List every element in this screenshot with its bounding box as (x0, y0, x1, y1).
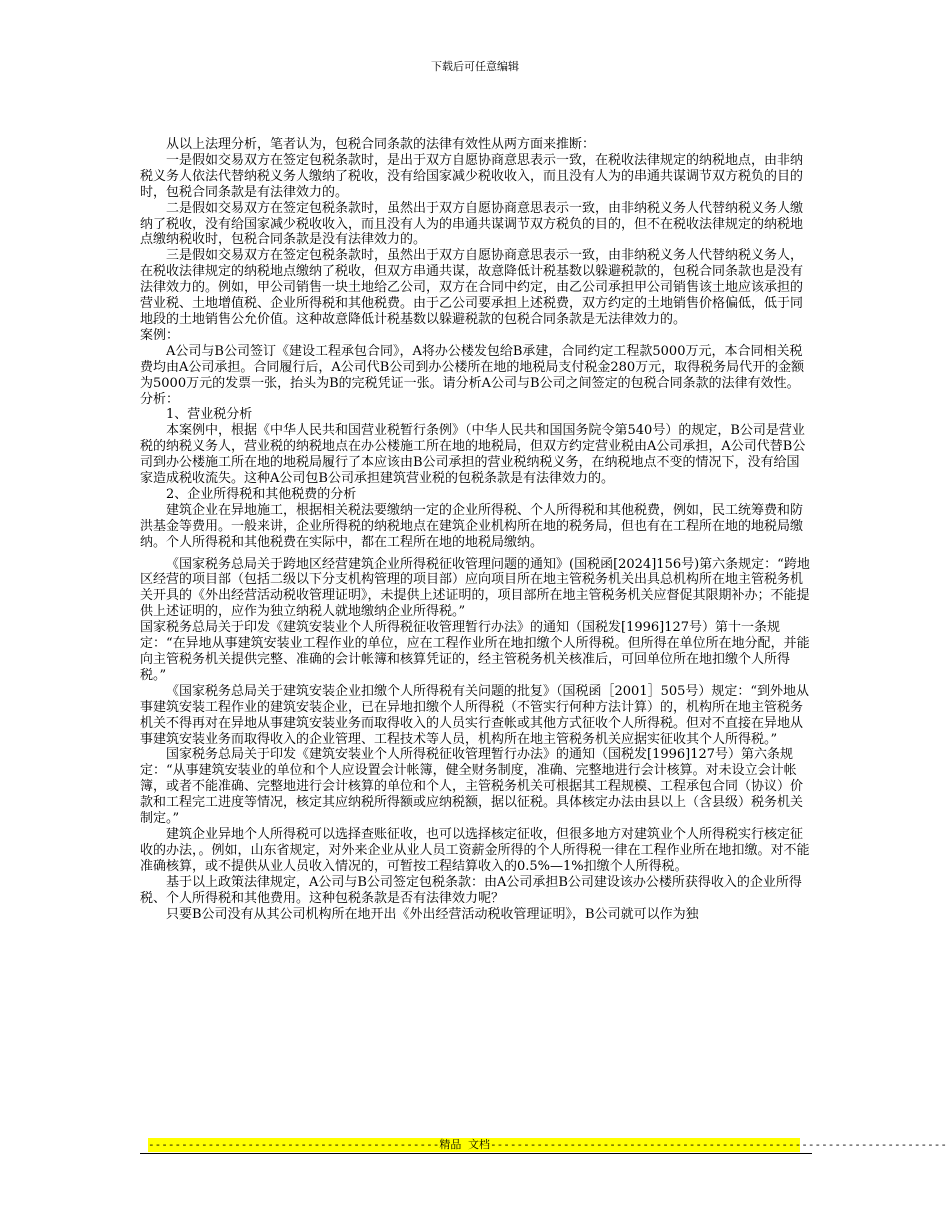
footer-divider (140, 1153, 812, 1154)
paragraph: 本案例中，根据《中华人民共和国营业税暂行条例》（中华人民共和国国务院令第540号）的规定，B公司是营业税的纳税义务人，营业税的纳税地点在办公楼施工所在地的地税局，但双方约定营业税由A公司承担，A公司代替B公司到办公楼施工所在地的地税局履行了本应该由B公司承担的营业税纳税义务，在纳税地点不变的情况下，没有给国家造成税收流失。这种A公司包B公司承担建筑营业税的包税条款是有法律效力的。 (140, 423, 806, 487)
page-header: 下载后可任意编辑 (431, 60, 519, 73)
paragraph: 一是假如交易双方在签定包税条款时，是出于双方自愿协商意思表示一致，在税收法律规定的纳税地点，由非纳税义务人依法代替纳税义务人缴纳了税收，没有给国家减少税收收入，而且没有人为的串通共谋调节双方税负的目的时，包税合同条款是有法律效力的。 (140, 152, 804, 200)
paragraph: 二是假如交易双方在签定包税条款时，虽然出于双方自愿协商意思表示一致，由非纳税义务人代替纳税义务人缴纳了税收，没有给国家减少税收收入，而且没有人为的串通共谋调节双方税负的目的，但不在税收法律规定的纳税地点缴纳税收时，包税合同条款是没有法律效力的。 (140, 200, 804, 248)
paragraph: 基于以上政策法律规定，A公司与B公司签定包税条款：由A公司承担B公司建设该办公楼所获得收入的企业所得税、个人所得税和其他费用。这种包税条款是否有法律效力呢？ (140, 874, 802, 906)
paragraph: 1、营业税分析 (166, 407, 253, 423)
paragraph: 《国家税务总局关于建筑安装企业扣缴个人所得税有关问题的批复》（国税函［2001］505号）规定：“到外地从事建筑安装工程作业的建筑安装企业，已在异地扣缴个人所得税（不管实行何种方法计算）的，机构所在地主管税务机关不得再对在异地从事建筑安装业务而取得收入的人员实行查帐或其他方式征收个人所得税。但对不直接在异地从事建筑安装业务而取得收入的企业管理、工程技术等人员，机构所在地主管税务机关应据实征收其个人所得税。” (140, 683, 810, 747)
paragraph: A公司与B公司签订《建设工程承包合同》，A将办公楼发包给B承建，合同约定工程款5000万元，本合同相关税费均由A公司承担。合同履行后，A公司代B公司到办公楼所在地的地税局支付税金280万元，取得税务局代开的金额为5000万元的发票一张，抬头为B的完税凭证一张。请分析A公司与B公司之间签定的包税合同条款的法律有效性。 (140, 343, 805, 391)
footer-text: --------------------------------------------精品 文档--------------------------------------------------------------------- (148, 1138, 947, 1151)
paragraph: 建筑企业在异地施工，根据相关税法要缴纳一定的企业所得税、个人所得税和其他税费，例如，民工统筹费和防洪基金等费用。一般来讲，企业所得税的纳税地点在建筑企业机构所在地的税务局，但也有在工程所在地的地税局缴纳。个人所得税和其他税费在实际中，都在工程所在地的地税局缴纳。 (140, 502, 804, 550)
footer-banner (148, 1138, 947, 1152)
document-body (140, 137, 812, 922)
paragraph: 《国家税务总局关于跨地区经营建筑企业所得税征收管理问题的通知》(国税函[2024]156号)第六条规定：“跨地区经营的项目部（包括二级以下分支机构管理的项目部）应向项目所在地主管税务机关出具总机构所在地主管税务机关开具的《外出经营活动税收管理证明》，未提供上述证明的，项目部所在地主管税务机关应督促其限期补办；不能提供上述证明的，应作为独立纳税人就地缴纳企业所得税。” (140, 556, 810, 620)
paragraph: 国家税务总局关于印发《建筑安装业个人所得税征收管理暂行办法》的通知（国税发[1996]127号）第六条规定：“从事建筑安装业的单位和个人应设置会计帐簿，健全财务制度，准确、完整地进行会计核算。对未设立会计帐簿，或者不能准确、完整地进行会计核算的单位和个人，主管税务机关可根据其工程规模、工程承包合同（协议）价款和工程完工进度等情况，核定其应纳税所得额或应纳税额，据以征税。具体核定办法由县以上（含县级）税务机关制定。” (140, 747, 804, 827)
paragraph: 2、企业所得税和其他税费的分析 (166, 486, 357, 502)
paragraph: 分析： (140, 391, 180, 407)
paragraph: 三是假如交易双方在签定包税条款时，虽然出于双方自愿协商意思表示一致，由非纳税义务人代替纳税义务人，在税收法律规定的纳税地点缴纳了税收，但双方串通共谋，故意降低计税基数以躲避税款的，包税合同条款也是没有法律效力的。例如，甲公司销售一块土地给乙公司，双方在合同中约定，由乙公司承担甲公司销售该土地应该承担的营业税、土地增值税、企业所得税和其他税费。由于乙公司要承担上述税费，双方约定的土地销售价格偏低，低于同地段的土地销售公允价值。这种故意降低计税基数以躲避税款的包税合同条款是无法律效力的。 (140, 248, 804, 327)
paragraph: 从以上法理分析，笔者认为，包税合同条款的法律有效性从两方面来推断： (166, 137, 596, 152)
paragraph: 只要B公司没有从其公司机构所在地开出《外出经营活动税收管理证明》，B公司就可以作为独 (166, 906, 699, 922)
paragraph: 国家税务总局关于印发《建筑安装业个人所得税征收管理暂行办法》的通知（国税发[1996]127号）第十一条规定：“在异地从事建筑安装业工程作业的单位，应在工程作业所在地扣缴个人所得税。但所得在单位所在地分配，并能向主管税务机关提供完整、准确的会计帐簿和核算凭证的，经主管税务机关核准后，可回单位所在地扣缴个人所得税。” (140, 620, 810, 683)
paragraph: 建筑企业异地个人所得税可以选择查账征收，也可以选择核定征收，但很多地方对建筑业个人所得税实行核定征收的办法，。例如，山东省规定，对外来企业从业人员工资薪金所得的个人所得税一律在工程作业所在地扣缴。对不能准确核算，或不提供从业人员收入情况的，可暂按工程结算收入的0.5%—1%扣缴个人所得税。 (140, 826, 810, 874)
paragraph: 案例： (140, 327, 180, 343)
